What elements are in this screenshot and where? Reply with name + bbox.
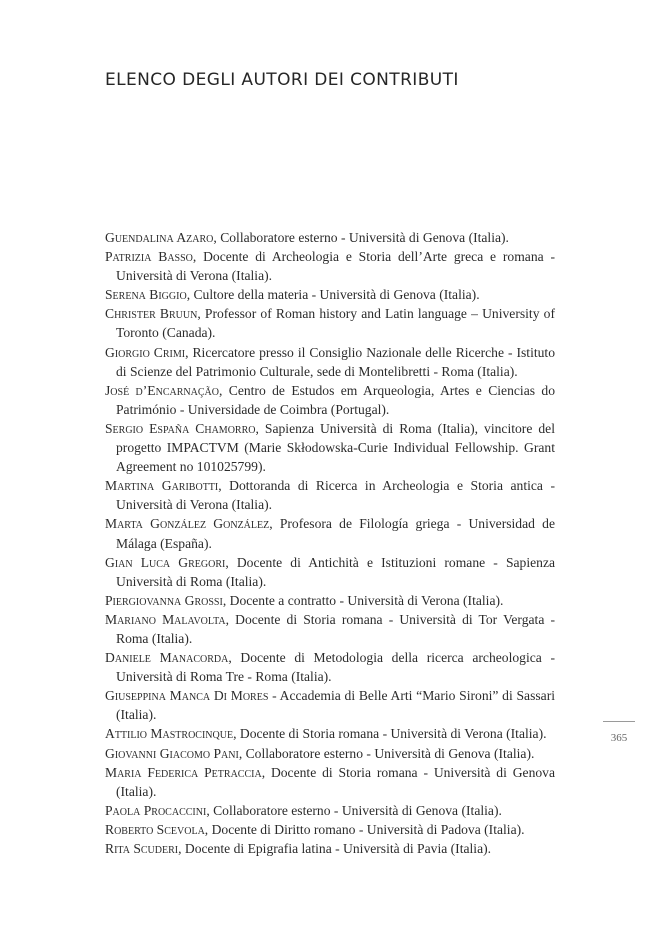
author-entry (105, 591, 555, 610)
author-entry (105, 514, 555, 552)
author-name: Paola Procaccini (105, 802, 207, 818)
author-name: Daniele Manacorda (105, 650, 229, 666)
page-number-rule (603, 721, 635, 722)
author-affiliation: , Collaboratore esterno - Università di Genova (Italia). (213, 230, 509, 245)
author-entry (105, 228, 555, 247)
author-affiliation: , Docente di Storia romana - Università di Verona (Italia). (233, 726, 547, 742)
author-name: Serena Biggio (105, 287, 187, 303)
author-affiliation: , Docente di Archeologia e Storia dell’Arte greca e romana - Università di Verona (Italia). (116, 249, 555, 284)
author-entry (105, 610, 555, 648)
author-name: Attilio Mastrocinque (105, 726, 234, 742)
author-name: Giuseppina Manca Di Mores (105, 688, 269, 704)
author-name: Gian Luca Gregori (105, 554, 226, 570)
author-entry (105, 839, 555, 858)
author-name: Christer Bruun (105, 306, 198, 322)
author-entry (105, 763, 555, 801)
author-entry (105, 553, 555, 591)
author-entry (105, 419, 555, 476)
author-name: Patrizia Basso (105, 249, 193, 265)
author-entry (105, 744, 555, 763)
author-name: Piergiovanna Grossi (105, 592, 223, 608)
author-affiliation: , Docente di Antichità e Istituzioni romane - Sapienza Università di Roma (Italia). (116, 554, 556, 589)
page-title: ELENCO DEGLI AUTORI DEI CONTRIBUTI (105, 70, 459, 90)
author-affiliation: , Professor of Roman history and Latin language – University of Toronto (Canada). (116, 306, 555, 341)
author-entry (105, 247, 555, 285)
author-entry (105, 343, 555, 381)
author-entry (105, 476, 555, 514)
author-name: Guendalina Azaro (105, 230, 214, 245)
author-affiliation: , Dottoranda di Ricerca in Archeologia e Storia antica - Università di Verona (Italia). (116, 478, 555, 513)
author-affiliation: , Collaboratore esterno - Università di Genova (Italia). (238, 745, 535, 761)
author-name: Marta González González (105, 516, 270, 532)
author-name: Maria Federica Petraccia (105, 764, 262, 780)
author-name: Rita Scuderi (105, 841, 179, 856)
author-entry (105, 801, 555, 820)
author-affiliation: , Docente di Diritto romano - Università di Padova (Italia). (204, 821, 525, 837)
author-affiliation: , Cultore della materia - Università di Genova (Italia). (186, 287, 480, 303)
author-name: Martina Garibotti (105, 478, 219, 494)
author-affiliation: , Docente di Epigrafia latina - Università di Pavia (Italia). (178, 841, 492, 856)
author-affiliation: , Profesora de Filología griega - Universidad de Málaga (España). (116, 516, 555, 551)
author-entry (105, 820, 555, 839)
author-list (105, 228, 555, 858)
author-affiliation: , Sapienza Università di Roma (Italia), vincitore del progetto IMPACTVM (Marie Skłodowska-Curie Individual Fellowship. Grant Agreement no 101025799). (116, 420, 555, 475)
author-affiliation: , Docente di Storia romana - Università di Genova (Italia). (116, 764, 555, 799)
author-affiliation: , Docente di Storia romana - Università di Tor Vergata - Roma (Italia). (116, 611, 555, 646)
author-name: Sergio España Chamorro (105, 420, 256, 436)
author-affiliation: , Centro de Estudos em Arqueologia, Artes e Ciencias do Património - Universidade de Coimbra (Portugal). (116, 382, 555, 417)
author-affiliation: , Collaboratore esterno - Università di Genova (Italia). (206, 802, 502, 818)
author-name: Mariano Malavolta (105, 611, 226, 627)
author-entry (105, 648, 555, 686)
author-entry (105, 304, 555, 342)
author-entry (105, 686, 555, 724)
author-affiliation: - Accademia di Belle Arti “Mario Sironi” di Sassari (Italia). (116, 688, 555, 723)
author-name: Giovanni Giacomo Pani (105, 745, 239, 761)
author-affiliation: , Docente a contratto - Università di Verona (Italia). (222, 592, 504, 608)
author-name: Roberto Scevola (105, 821, 205, 837)
author-entry (105, 724, 555, 743)
author-affiliation: , Docente di Metodologia della ricerca archeologica - Università di Roma Tre - Roma (Italia). (116, 650, 555, 685)
page-number: 365 (610, 732, 628, 744)
author-affiliation: , Ricercatore presso il Consiglio Nazionale delle Ricerche - Istituto di Scienze del Patrimonio Culturale, sede di Montelibretti - Roma (Italia). (116, 344, 556, 379)
author-entry (105, 381, 555, 419)
author-name: José d’Encarnação (105, 382, 219, 398)
author-entry (105, 285, 555, 304)
author-name: Giorgio Crimi (105, 344, 186, 360)
